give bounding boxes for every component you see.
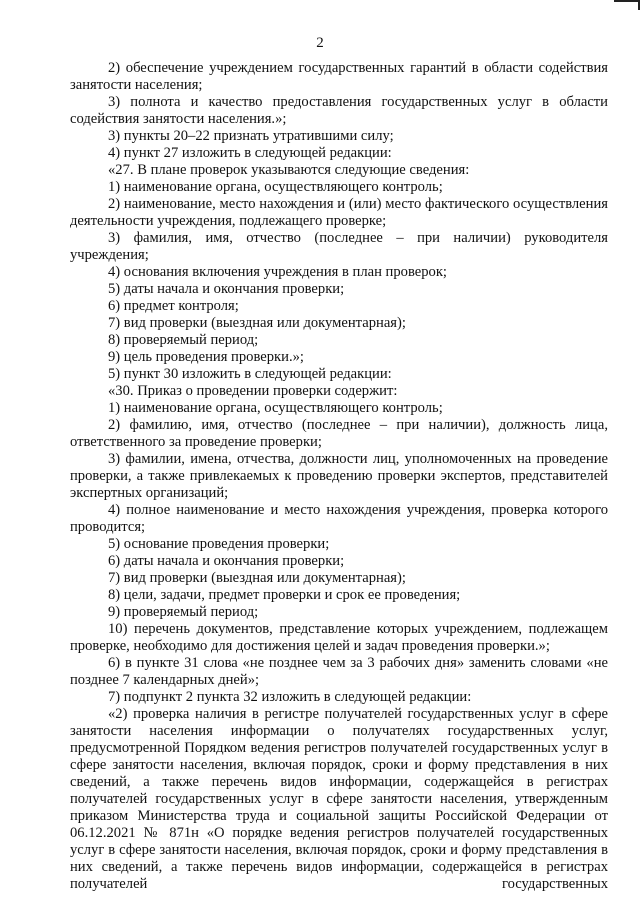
paragraph: 8) цели, задачи, предмет проверки и срок ее проведения; xyxy=(108,587,461,603)
document-body xyxy=(70,60,608,893)
paragraph: «2) проверка наличия в регистре получателей государственных услуг в сфере занятости населения информации о получателях государственных услуг, предусмотренной Порядком ведения регистров получателей государственных услуг в сфере занятости населения, включая порядок, сроки и форму представления в них сведений, а также перечень видов информации, содержащейся в регистрах получателей государственных услуг в сфере занятости населения, утвержденным приказом Министерства труда и социальной защиты Российской Федерации от 06.12.2021 № 871н «О порядке ведения регистров получателей государственных услуг в сфере занятости населения, включая порядок, сроки и форму представления в них сведений, а также перечень видов информации, содержащейся в регистрах получателей государственных xyxy=(70,706,608,892)
paragraph: «30. Приказ о проведении проверки содержит: xyxy=(108,383,398,399)
paragraph: 3) фамилии, имена, отчества, должности лиц, уполномоченных на проведение проверки, а также привлекаемых к проведению проверки экспертов, представителей экспертных организаций; xyxy=(70,451,608,501)
paragraph: 7) вид проверки (выездная или документарная); xyxy=(108,570,406,586)
paragraph: 5) даты начала и окончания проверки; xyxy=(108,281,345,297)
paragraph: 5) пункт 30 изложить в следующей редакции: xyxy=(108,366,392,382)
paragraph: 2) обеспечение учреждением государственных гарантий в области содействия занятости населения; xyxy=(70,60,608,93)
paragraph: 5) основание проведения проверки; xyxy=(108,536,330,552)
page-number: 2 xyxy=(316,35,324,51)
paragraph: 1) наименование органа, осуществляющего контроль; xyxy=(108,179,443,195)
paragraph: 6) предмет контроля; xyxy=(108,298,239,314)
paragraph: 10) перечень документов, представление которых учреждением, подлежащем проверке, необходимо для достижения целей и задач проведения проверки.»; xyxy=(70,621,608,654)
paragraph: 6) в пункте 31 слова «не позднее чем за 3 рабочих дня» заменить словами «не позднее 7 календарных дней»; xyxy=(70,655,608,688)
paragraph: 3) полнота и качество предоставления государственных услуг в области содействия занятости населения.»; xyxy=(70,94,608,127)
paragraph: «27. В плане проверок указываются следующие сведения: xyxy=(108,162,470,178)
paragraph: 4) полное наименование и место нахождения учреждения, проверка которого проводится; xyxy=(70,502,608,535)
paragraph: 9) проверяемый период; xyxy=(108,604,259,620)
corner-bracket-mark xyxy=(614,0,640,10)
paragraph: 3) пункты 20–22 признать утратившими силу; xyxy=(108,128,394,144)
paragraph: 4) пункт 27 изложить в следующей редакции: xyxy=(108,145,392,161)
paragraph: 7) подпункт 2 пункта 32 изложить в следующей редакции: xyxy=(108,689,472,705)
paragraph: 2) наименование, место нахождения и (или) место фактического осуществления деятельности учреждения, подлежащего проверке; xyxy=(70,196,608,229)
paragraph: 1) наименование органа, осуществляющего контроль; xyxy=(108,400,443,416)
paragraph: 7) вид проверки (выездная или документарная); xyxy=(108,315,406,331)
paragraph: 8) проверяемый период; xyxy=(108,332,259,348)
paragraph: 3) фамилия, имя, отчество (последнее – при наличии) руководителя учреждения; xyxy=(70,230,608,263)
paragraph: 9) цель проведения проверки.»; xyxy=(108,349,304,365)
paragraph: 2) фамилию, имя, отчество (последнее – при наличии), должность лица, ответственного за проведение проверки; xyxy=(70,417,608,450)
paragraph: 4) основания включения учреждения в план проверок; xyxy=(108,264,447,280)
paragraph: 6) даты начала и окончания проверки; xyxy=(108,553,345,569)
